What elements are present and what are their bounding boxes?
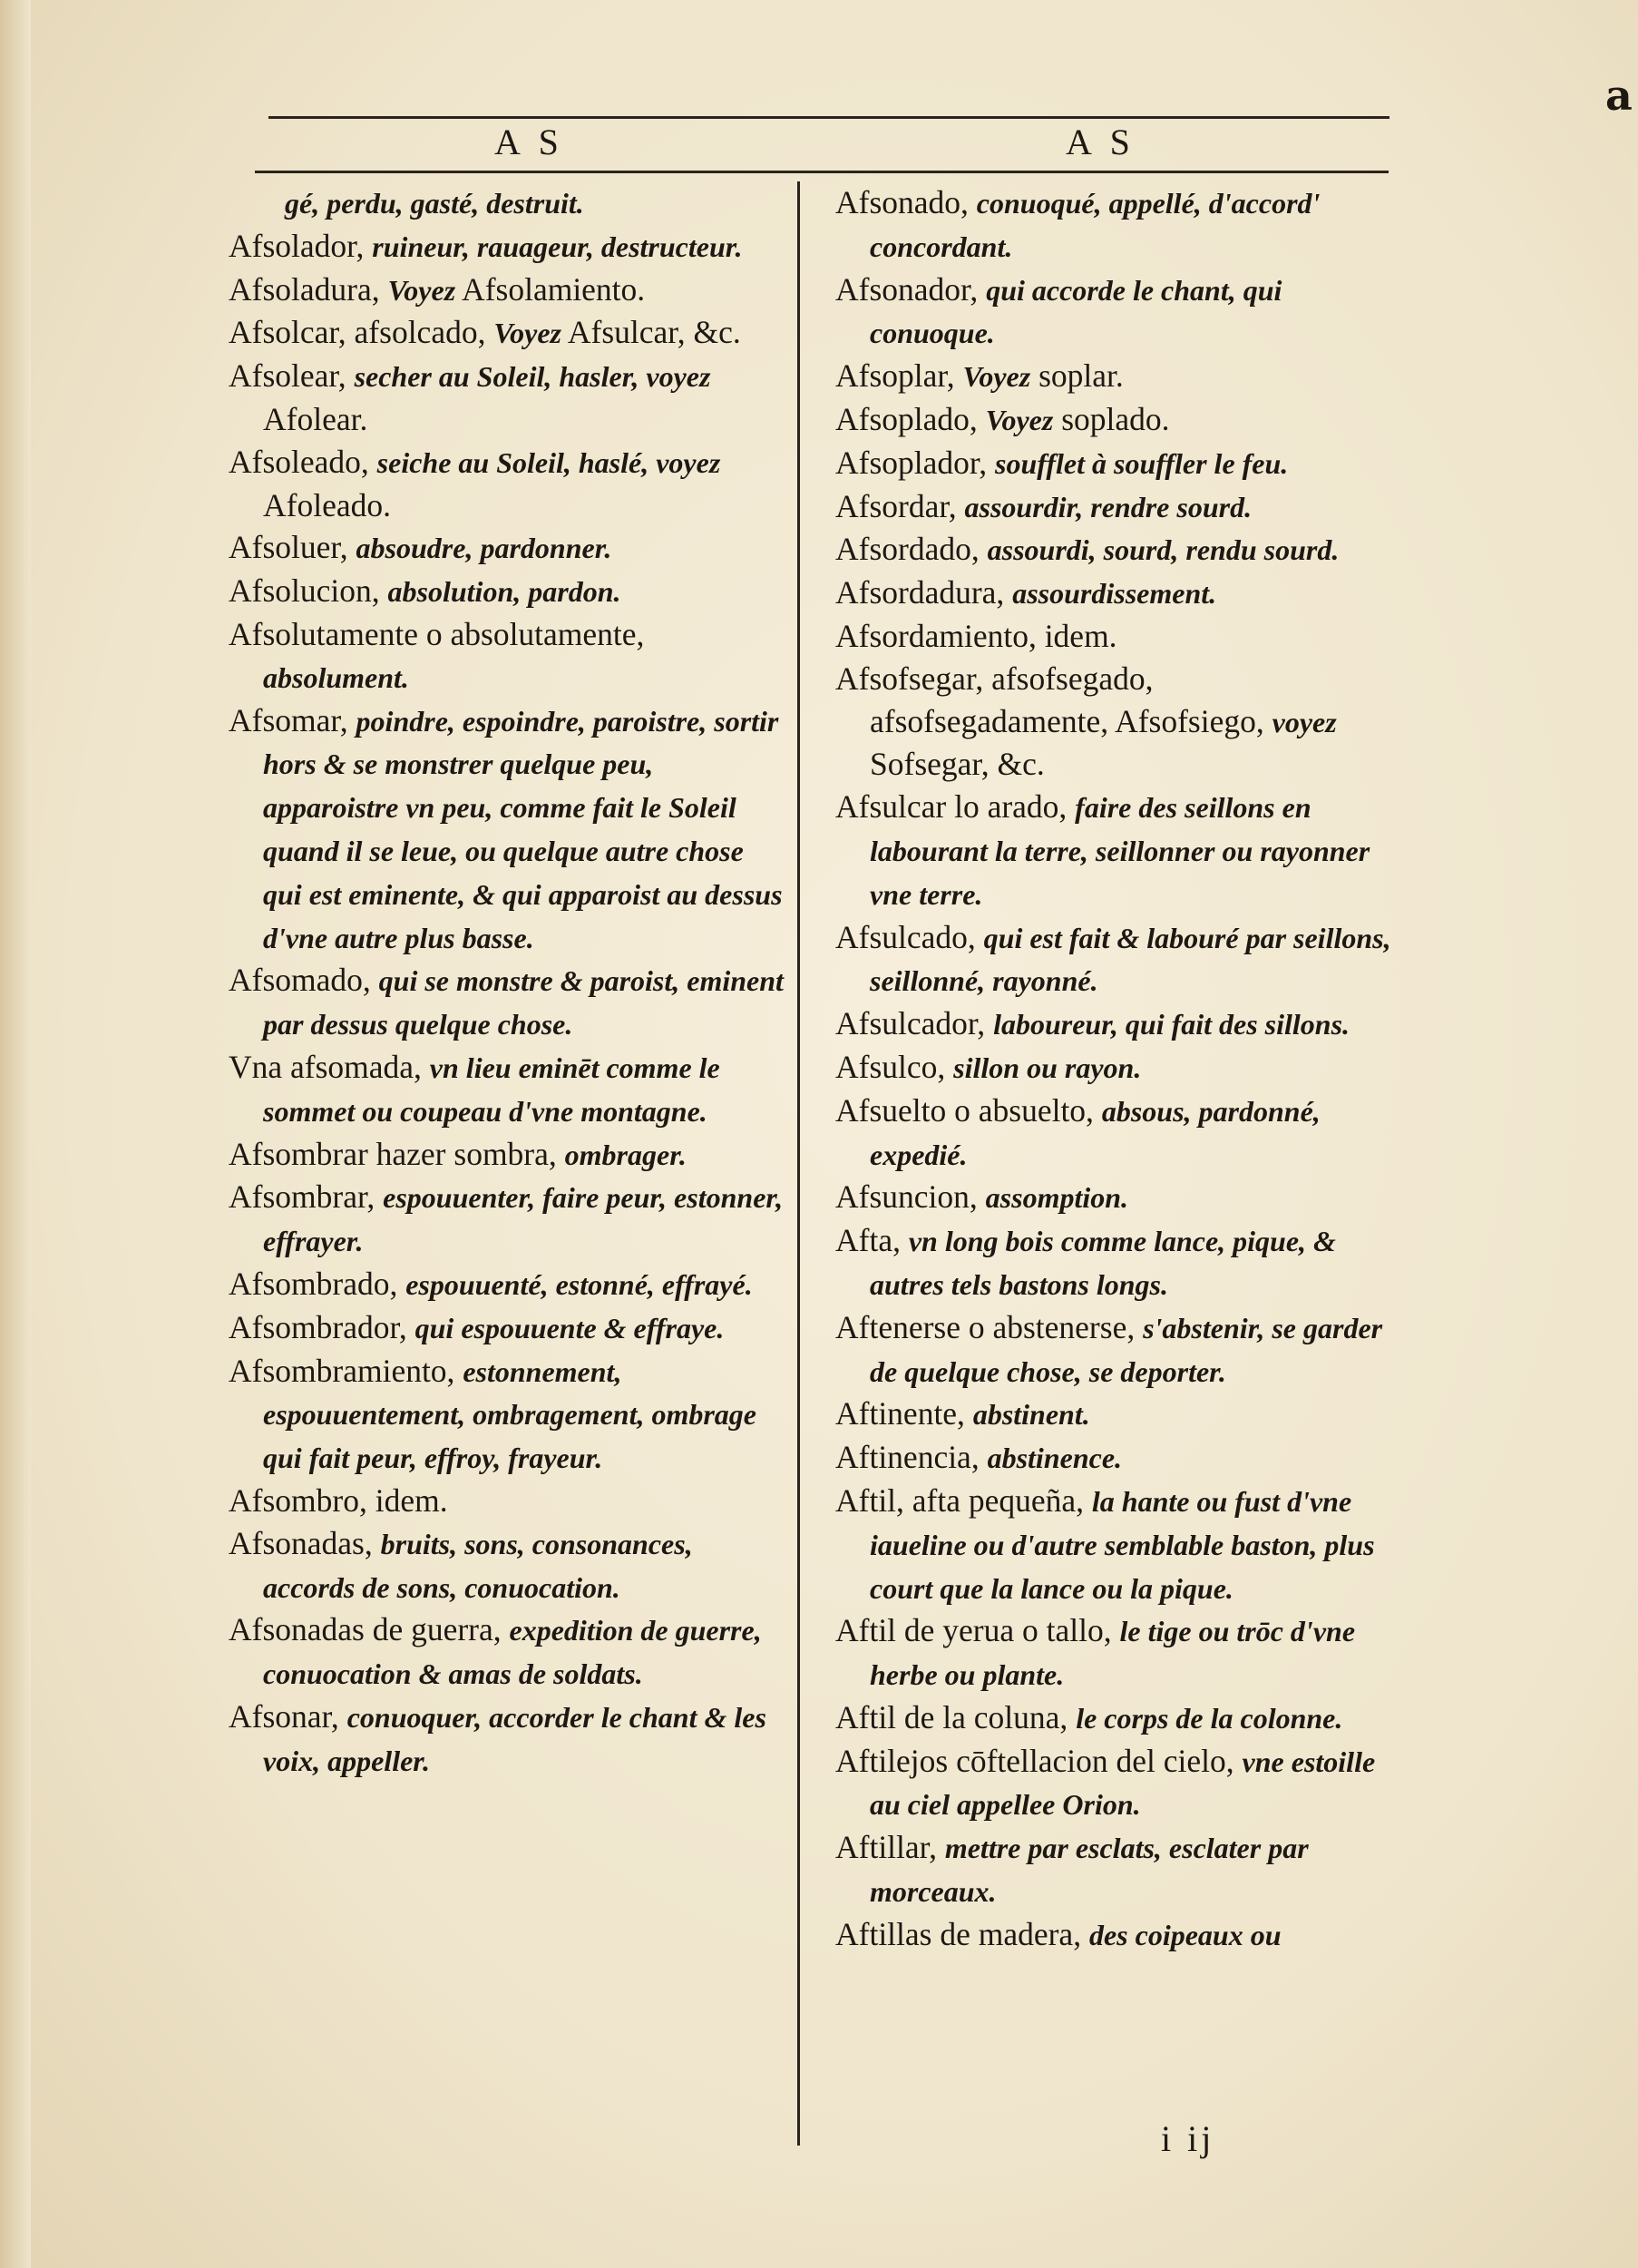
- entry-headword: Afsombrar hazer sombra,: [229, 1135, 565, 1172]
- entry-crossref: Afsolamiento.: [455, 270, 646, 308]
- entry-definition: absoudre, pardonner.: [356, 532, 612, 565]
- corner-mark: a: [1605, 71, 1633, 120]
- entry-definition: qui espouuente & effraye.: [414, 1311, 725, 1344]
- entry-headword: Afsoleado,: [229, 443, 377, 480]
- entry-headword: Afsolear,: [229, 357, 355, 395]
- dictionary-entry: [229, 1306, 788, 1350]
- entry-definition: conuoqué, appellé, d'accord' concordant.: [870, 187, 1321, 263]
- entry-definition: vn long bois comme lance, pique, & autres tels bastons longs.: [870, 1225, 1336, 1301]
- entry-definition: abstinent.: [972, 1398, 1090, 1432]
- entry-definition: faire des seillons en labourant la terre, seillonner ou rayonner vne terre.: [870, 791, 1370, 911]
- entry-crossref: Afsulcar, &c.: [561, 314, 741, 351]
- entry-headword: Afsombrado,: [229, 1265, 406, 1302]
- dictionary-entry: [835, 1393, 1398, 1436]
- entry-headword: Aftenerse o abstenerse,: [835, 1308, 1144, 1345]
- entry-definition: assomption.: [985, 1181, 1129, 1215]
- entry-definition: vn lieu eminēt comme le sommet ou coupeau d'vne montagne.: [263, 1051, 720, 1128]
- dictionary-entry: [835, 572, 1398, 615]
- running-header-right: A S: [1066, 122, 1136, 162]
- entry-definition: absous, pardonné, expedié.: [870, 1094, 1321, 1171]
- entry-headword: Afta,: [835, 1222, 909, 1259]
- entry-headword: Afsordamiento, idem.: [835, 617, 1117, 654]
- entry-headword: Afsoladura,: [229, 270, 388, 308]
- entry-headword: Afsofsegar, afsofsegado, afsofsegadamente, Afsofsiego,: [835, 660, 1272, 739]
- entry-definition: abstinence.: [987, 1442, 1123, 1475]
- dictionary-entry: [229, 1350, 788, 1480]
- entry-definition: poindre, espoindre, paroistre, sortir hors & se monstrer quelque peu, apparoistre vn peu, comme fait le Soleil quand il se leue, ou quelque autre chose qui est eminente, & qui apparoist au dessus d'vne autre plus basse.: [263, 704, 783, 954]
- entry-headword: Afsulcado,: [835, 918, 984, 955]
- header-rule-top: [268, 116, 1389, 119]
- entry-definition: voyez: [1272, 705, 1337, 738]
- dictionary-entry: [229, 441, 788, 527]
- entry-definition: s'abstenir, se garder de quelque chose, se deporter.: [870, 1311, 1383, 1388]
- entry-headword: Afsolutamente o absolutamente,: [229, 615, 645, 652]
- entry-headword: Aftillas de madera,: [835, 1915, 1089, 1952]
- dictionary-entry: [835, 398, 1398, 442]
- entry-headword: Afsombrador,: [229, 1308, 415, 1345]
- entry-headword: Afsoplador,: [835, 444, 996, 481]
- right-column: [835, 181, 1398, 1957]
- entry-headword: Afsonado,: [835, 184, 977, 220]
- entry-headword: Aftil, afta pequeña,: [835, 1481, 1092, 1519]
- entry-definition: Voyez: [493, 317, 561, 350]
- entry-definition: Voyez: [962, 360, 1031, 394]
- entry-definition: gé, perdu, gasté, destruit.: [285, 187, 584, 220]
- entry-definition: qui se monstre & paroist, eminent par dessus quelque chose.: [263, 964, 784, 1041]
- dictionary-entry: [229, 355, 788, 441]
- entry-headword: Afsonar,: [229, 1697, 347, 1735]
- entry-crossref: Afoleado.: [263, 486, 391, 523]
- dictionary-entry: [835, 528, 1398, 572]
- entry-definition: estonnement, espouuentement, ombragement, ombrage qui fait peur, effroy, frayeur.: [263, 1354, 756, 1475]
- entry-headword: Afsolcar, afsolcado,: [229, 314, 494, 351]
- entry-definition: vne estoille au ciel appellee Orion.: [870, 1745, 1376, 1822]
- header-rule-bottom: [255, 171, 1389, 173]
- dictionary-entry: [835, 1826, 1398, 1913]
- entry-definition: conuoquer, accorder le chant & les voix, appeller.: [263, 1700, 766, 1777]
- dictionary-entry: [835, 1436, 1398, 1480]
- dictionary-entry: [835, 658, 1398, 786]
- entry-definition: mettre par esclats, esclater par morceaux.: [870, 1832, 1309, 1909]
- dictionary-entry: [229, 225, 788, 269]
- entry-headword: Afsordar,: [835, 487, 965, 524]
- entry-headword: Afsuelto o absuelto,: [835, 1091, 1102, 1129]
- dictionary-entry: [835, 1306, 1398, 1393]
- dictionary-entry: [229, 181, 788, 225]
- left-column: [229, 181, 788, 1782]
- entry-headword: Afsonadas,: [229, 1524, 381, 1561]
- entry-headword: Aftil de la coluna,: [835, 1698, 1077, 1735]
- dictionary-entry: [229, 1696, 788, 1783]
- entry-headword: Aftinente,: [835, 1395, 973, 1432]
- entry-definition: assourdir, rendre sourd.: [964, 490, 1253, 523]
- entry-crossref: soplar.: [1030, 357, 1124, 395]
- dictionary-entry: [835, 485, 1398, 529]
- entry-headword: Afsombrar,: [229, 1178, 384, 1216]
- dictionary-entry: [835, 181, 1398, 269]
- dictionary-entry: [835, 916, 1398, 1003]
- entry-definition: absolument.: [263, 660, 409, 694]
- entry-definition: ombrager.: [564, 1138, 687, 1171]
- entry-headword: Aftilejos cōftellacion del cielo,: [835, 1742, 1243, 1779]
- entry-headword: Afsoluer,: [229, 529, 356, 566]
- dictionary-entry: [229, 959, 788, 1046]
- dictionary-entry: [835, 355, 1398, 398]
- entry-definition: espouuenté, estonné, effrayé.: [405, 1267, 753, 1301]
- entry-definition: des coipeaux ou: [1088, 1918, 1282, 1951]
- entry-definition: le corps de la colonne.: [1076, 1701, 1343, 1735]
- entry-definition: espouuenter, faire peur, estonner, effrayer.: [263, 1181, 784, 1258]
- page-edge-shadow: [0, 0, 31, 2268]
- entry-definition: absolution, pardon.: [387, 575, 621, 609]
- dictionary-entry: [229, 613, 788, 699]
- entry-headword: Aftillar,: [835, 1829, 945, 1866]
- entry-headword: Afsomado,: [229, 962, 379, 999]
- entry-headword: Afsolucion,: [229, 572, 388, 610]
- entry-definition: secher au Soleil, hasler, voyez: [354, 360, 711, 394]
- dictionary-entry: [835, 1219, 1398, 1306]
- dictionary-entry: [229, 1480, 788, 1522]
- dictionary-entry: [229, 311, 788, 355]
- dictionary-entry: [229, 699, 788, 960]
- dictionary-entry: [229, 1046, 788, 1133]
- entry-crossref: Afolear.: [263, 400, 368, 437]
- entry-headword: Afsomar,: [229, 701, 356, 738]
- entry-crossref: soplado.: [1053, 400, 1170, 437]
- column-divider: [797, 181, 800, 2146]
- entry-headword: Afsulcar lo arado,: [835, 788, 1076, 826]
- entry-crossref: Sofsegar, &c.: [870, 746, 1045, 783]
- dictionary-entry: [229, 1522, 788, 1609]
- dictionary-entry: [835, 442, 1398, 485]
- dictionary-entry: [835, 786, 1398, 915]
- entry-definition: assourdissement.: [1012, 577, 1217, 611]
- dictionary-entry: [835, 1176, 1398, 1219]
- dictionary-entry: [835, 1913, 1398, 1957]
- entry-headword: Vna afsomada,: [229, 1048, 430, 1085]
- signature-mark: i ij: [1161, 2118, 1215, 2159]
- entry-definition: laboureur, qui fait des sillons.: [993, 1008, 1350, 1041]
- entry-headword: Aftil de yerua o tallo,: [835, 1612, 1120, 1649]
- entry-definition: la hante ou fust d'vne iaueline ou d'autre semblable baston, plus court que la lance ou la pique.: [870, 1484, 1375, 1605]
- entry-definition: expedition de guerre, conuocation & amas de soldats.: [263, 1614, 762, 1691]
- dictionary-entry: [229, 1133, 788, 1177]
- entry-headword: Afsombro, idem.: [229, 1481, 448, 1519]
- entry-headword: Aftinencia,: [835, 1439, 988, 1476]
- entry-definition: bruits, sons, consonances, accords de sons, conuocation.: [263, 1527, 693, 1604]
- dictionary-entry: [229, 269, 788, 312]
- dictionary-entry: [835, 1046, 1398, 1090]
- dictionary-entry: [229, 1263, 788, 1306]
- running-header-left: A S: [494, 122, 564, 162]
- entry-headword: Afsombramiento,: [229, 1352, 463, 1389]
- entry-headword: Afsonador,: [835, 270, 987, 308]
- entry-headword: Afsoplar,: [835, 357, 963, 395]
- dictionary-entry: [835, 1696, 1398, 1740]
- entry-definition: seiche au Soleil, haslé, voyez: [376, 445, 721, 479]
- entry-headword: Afsordadura,: [835, 574, 1013, 611]
- dictionary-entry: [835, 1002, 1398, 1046]
- entry-headword: Afsordado,: [835, 531, 988, 568]
- dictionary-entry: [835, 1480, 1398, 1609]
- dictionary-entry: [835, 1740, 1398, 1827]
- dictionary-entry: [835, 1609, 1398, 1696]
- dictionary-entry: [229, 1176, 788, 1263]
- entry-definition: sillon ou rayon.: [953, 1051, 1142, 1084]
- entry-definition: Voyez: [387, 273, 456, 307]
- dictionary-entry: [835, 615, 1398, 658]
- dictionary-entry: [229, 526, 788, 570]
- entry-definition: qui est fait & labouré par seillons, seillonné, rayonné.: [870, 921, 1391, 998]
- entry-headword: Afsolador,: [229, 227, 373, 264]
- entry-definition: assourdi, sourd, rendu sourd.: [987, 533, 1340, 567]
- entry-definition: le tige ou trōc d'vne herbe ou plante.: [870, 1615, 1356, 1692]
- entry-headword: Afsoplado,: [835, 400, 986, 437]
- dictionary-entry: [835, 269, 1398, 356]
- dictionary-entry: [229, 570, 788, 613]
- entry-definition: qui accorde le chant, qui conuoque.: [870, 273, 1282, 350]
- entry-definition: ruineur, rauageur, destructeur.: [372, 230, 743, 263]
- entry-headword: Afsulco,: [835, 1048, 954, 1085]
- dictionary-entry: [835, 1090, 1398, 1177]
- entry-headword: Afsonadas de guerra,: [229, 1611, 510, 1648]
- entry-headword: Afsulcador,: [835, 1005, 994, 1042]
- entry-definition: Voyez: [985, 403, 1054, 436]
- entry-definition: soufflet à souffler le feu.: [995, 446, 1289, 480]
- entry-headword: Afsuncion,: [835, 1178, 986, 1216]
- dictionary-entry: [229, 1608, 788, 1696]
